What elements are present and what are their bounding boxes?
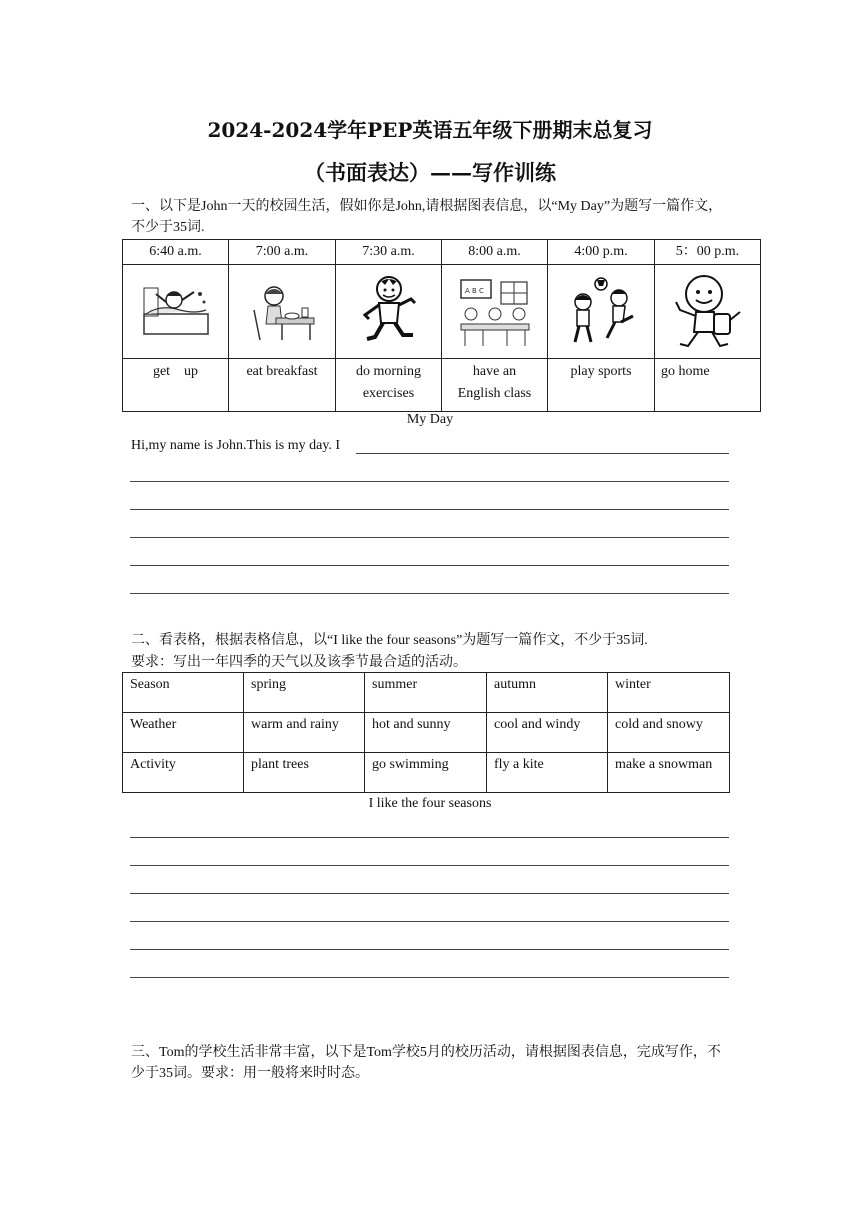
time-cell: 7:00 a.m. [229, 240, 336, 265]
activity-cell: play sports [548, 359, 655, 412]
table-cell: warm and rainy [244, 713, 365, 753]
bed-waking-icon [140, 280, 212, 344]
page-subtitle: （书面表达）——写作训练 [304, 160, 556, 185]
seasons-table [122, 672, 730, 793]
writing-line[interactable] [130, 949, 729, 950]
table-cell: Weather [123, 713, 244, 753]
time-cell: 4:00 p.m. [548, 240, 655, 265]
page-title: 2024-2024学年PEP英语五年级下册期末总复习 [207, 118, 653, 142]
table-cell: cool and windy [487, 713, 608, 753]
table-cell: go swimming [365, 753, 487, 793]
time-cell: 7:30 a.m. [336, 240, 442, 265]
time-cell: 8:00 a.m. [442, 240, 548, 265]
essay-opening: Hi,my name is John.This is my day. I [131, 438, 341, 453]
table-cell: cold and snowy [608, 713, 730, 753]
boy-backpack-icon [670, 272, 746, 352]
activity-row [123, 753, 730, 793]
writing-line[interactable] [130, 977, 729, 978]
writing-line[interactable] [130, 921, 729, 922]
writing-line[interactable] [130, 537, 729, 538]
classroom-icon [457, 276, 533, 348]
writing-line[interactable] [130, 593, 729, 594]
table-cell: hot and sunny [365, 713, 487, 753]
weather-row [123, 713, 730, 753]
table-cell: spring [244, 673, 365, 713]
table-cell: summer [365, 673, 487, 713]
picture-row [123, 265, 761, 359]
daily-schedule-table [122, 239, 761, 412]
table-cell: fly a kite [487, 753, 608, 793]
essay-title-my-day: My Day [406, 412, 454, 427]
soccer-players-icon [563, 276, 639, 348]
table-cell: make a snowman [608, 753, 730, 793]
writing-line[interactable] [130, 865, 729, 866]
writing-line[interactable] [130, 481, 729, 482]
section2-instruction: 二、看表格，根据表格信息，以“I like the four seasons”为题写一篇作文，不少于35词. [131, 633, 648, 648]
time-cell: 5：00 p.m. [655, 240, 761, 265]
table-cell: plant trees [244, 753, 365, 793]
section3-instruction: 三、Tom的学校生活非常丰富，以下是Tom学校5月的校历活动，请根据图表信息，完成写作，不少于35词。要求：用一般将来时时态。 [131, 1045, 721, 1081]
activity-cell: have an English class [442, 359, 548, 412]
section1-instruction: 一、以下是John一天的校园生活，假如你是John,请根据图表信息，以“My Day”为题写一篇作文，不少于35词. [131, 199, 723, 235]
activity-row [123, 359, 761, 412]
activity-cell: eat breakfast [229, 359, 336, 412]
writing-line[interactable] [356, 453, 729, 454]
season-row [123, 673, 730, 713]
svg-text:A B C: A B C [464, 286, 484, 295]
time-row [123, 240, 761, 265]
activity-cell: get up [123, 359, 229, 412]
essay-title-four-seasons: I like the four seasons [368, 796, 492, 811]
writing-line[interactable] [130, 893, 729, 894]
writing-line[interactable] [130, 565, 729, 566]
running-boy-icon [353, 273, 425, 351]
time-cell: 6:40 a.m. [123, 240, 229, 265]
writing-line[interactable] [130, 837, 729, 838]
table-cell: Activity [123, 753, 244, 793]
breakfast-table-icon [246, 280, 318, 344]
table-cell: autumn [487, 673, 608, 713]
table-cell: winter [608, 673, 730, 713]
activity-cell: go home [655, 359, 761, 412]
section2-requirement: 要求：写出一年四季的天气以及该季节最合适的活动。 [131, 655, 467, 670]
table-cell: Season [123, 673, 244, 713]
writing-line[interactable] [130, 509, 729, 510]
activity-cell: do morning exercises [336, 359, 442, 412]
